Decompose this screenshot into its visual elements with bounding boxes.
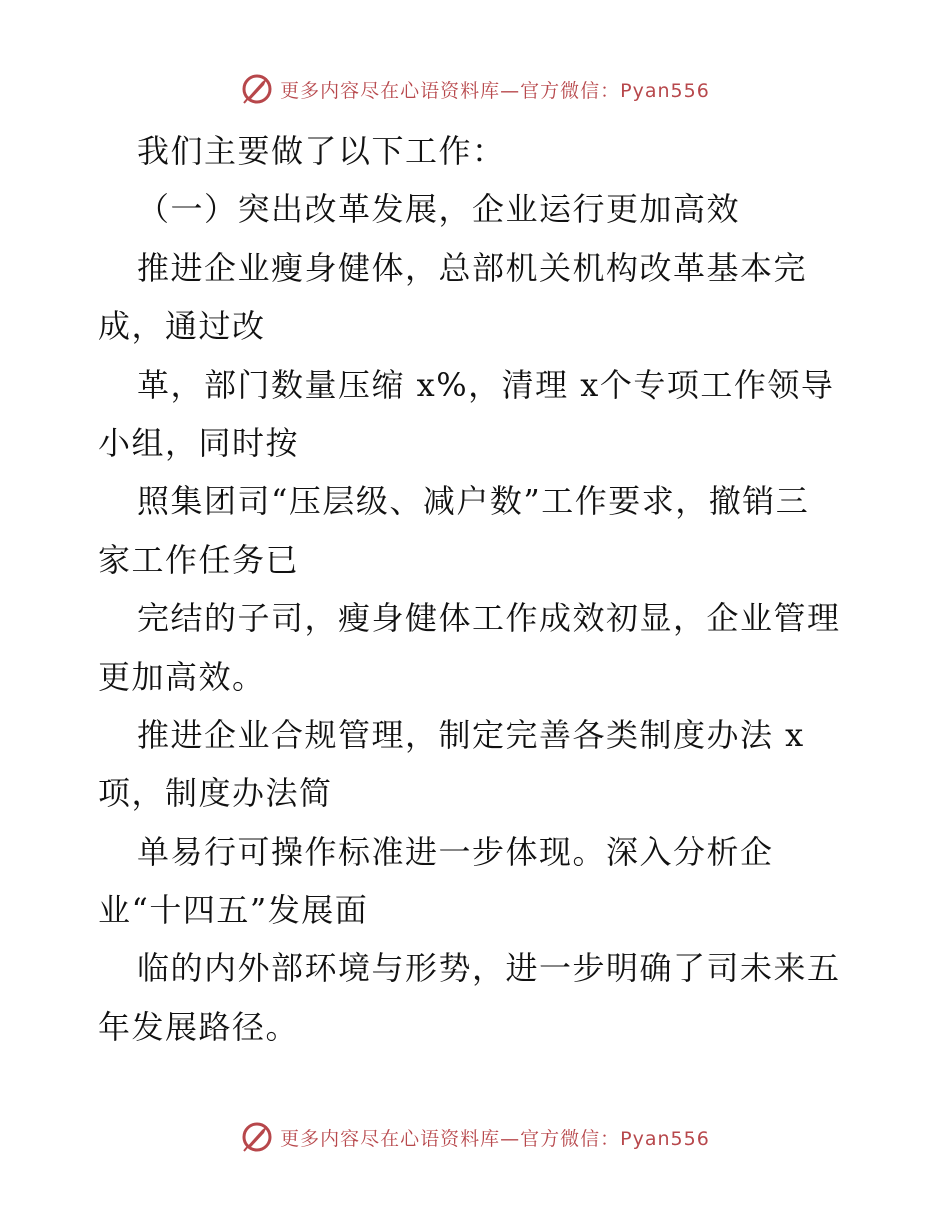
footer-banner [0,1120,950,1154]
body-line: 年发展路径。 [98,1007,300,1046]
body-line: 照集团司“压层级、减户数”工作要求，撤销三 [137,482,810,521]
body-line: 革，部门数量压缩 x%，清理 x个专项工作领导 [137,365,835,404]
body-line: 完结的子司，瘦身健体工作成效初显，企业管理 [137,599,841,638]
body-line: 项，制度办法简 [98,774,333,813]
body-line: 业“十四五”发展面 [98,891,369,930]
body-line: 小组，同时按 [98,423,300,462]
footer-banner-text: 更多内容尽在心语资料库—官方微信：Pyan556 [280,1127,710,1150]
header-banner [0,72,950,106]
document-body [98,122,858,1056]
body-line: 我们主要做了以下工作： [137,132,506,170]
body-line: 家工作任务已 [98,540,300,579]
quill-pen-logo-icon [240,1120,274,1154]
body-line: 临的内外部环境与形势，进一步明确了司未来五 [137,949,841,988]
body-line: 推进企业合规管理，制定完善各类制度办法 x [137,715,805,754]
header-banner-text: 更多内容尽在心语资料库—官方微信：Pyan556 [280,79,710,102]
body-line: 推进企业瘦身健体，总部机关机构改革基本完 [137,248,808,287]
body-line: 单易行可操作标准进一步体现。深入分析企 [137,832,774,871]
section-heading: （一）突出改革发展，企业运行更加高效 [137,190,741,229]
quill-pen-logo-icon [240,72,274,106]
body-line: 更加高效。 [98,657,266,696]
body-line: 成，通过改 [98,307,266,346]
